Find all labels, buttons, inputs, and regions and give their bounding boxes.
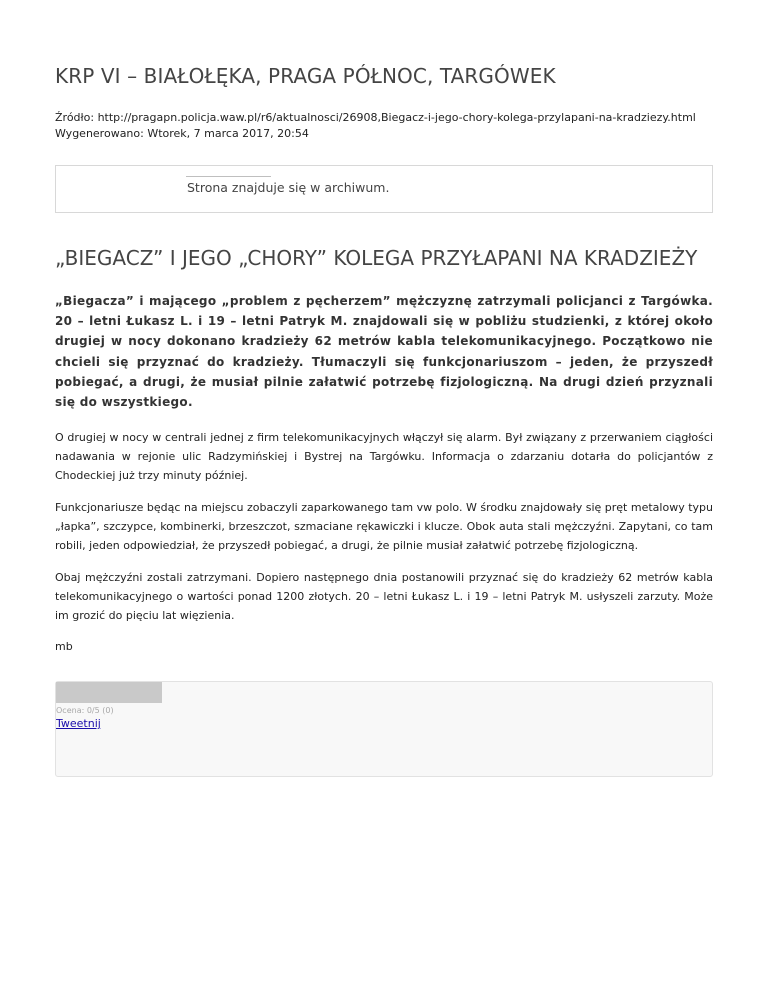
document-meta [55, 110, 713, 142]
archive-divider [186, 176, 271, 177]
rating-panel [55, 681, 713, 777]
source-url-line: Źródło: http://pragapn.policja.waw.pl/r6/aktualnosci/26908,Biegacz-i-jego-chory-kolega-przylapani-na-kradziezy.html [55, 111, 696, 124]
article-paragraph-3: Obaj mężczyźni zostali zatrzymani. Dopiero następnego dnia postanowili przyznać się do kradzieży 62 metrów kabla telekomunikacyjnego o wartości ponad 1200 złotych. 20 – letni Łukasz L. i 19 – letni Patryk M. usłyszeli zarzuty. Może im grozić do pięciu lat więzienia. [55, 571, 713, 623]
generated-date-line: Wygenerowano: Wtorek, 7 marca 2017, 20:54 [55, 127, 309, 140]
article-lead: „Biegacza” i mającego „problem z pęcherzem” mężczyznę zatrzymali policjanci z Targówka. 20 – letni Łukasz L. i 19 – letni Patryk M. znajdowali się w pobliżu studzienki, z której około drugiej w nocy dokonano kradzieży 62 metrów kabla telekomunikacyjnego. Początkowo nie chcieli się przyznać do kradzieży. Tłumaczyli się funkcjonariuszom – jeden, że przyszedł pobiegać, a drugi, że musiał pilnie załatwić potrzebę fizjologiczną. Na drugi dzień przyznali się do wszystkiego. [55, 294, 713, 410]
article-paragraph-1: O drugiej w nocy w centrali jednej z firm telekomunikacyjnych włączył się alarm. Był związany z przerwaniem ciągłości nadawania w rejonie ulic Radzymińskiej i Bystrej na Targówku. Informacja o zdarzaniu dotarła do policjantów z Chodeckiej już trzy minuty później. [55, 431, 713, 483]
rating-label: Ocena: 0/5 (0) [56, 706, 114, 715]
rating-stars-bar[interactable] [56, 682, 162, 703]
article-paragraph-2: Funkcjonariusze będąc na miejscu zobaczyli zaparkowanego tam vw polo. W środku znajdowały się pręt metalowy typu „łapka”, szczypce, kombinerki, brzeszczot, szmaciane rękawiczki i klucze. Obok auta stali mężczyźni. Zapytani, co tam robili, jeden odpowiedział, że przyszedł pobiegać, a drugi, że pilnie musiał załatwić potrzebę fizjologiczną. [55, 501, 713, 553]
article-signature: mb [55, 640, 73, 654]
article-title: „BIEGACZ” I JEGO „CHORY” KOLEGA PRZYŁAPANI NA KRADZIEŻY [55, 246, 698, 270]
page-content [55, 0, 713, 730]
archive-notice-text: Strona znajduje się w archiwum. [187, 180, 390, 195]
archive-notice-box [55, 165, 713, 213]
tweet-link[interactable]: Tweetnij [56, 717, 101, 730]
site-title: KRP VI – BIAŁOŁĘKA, PRAGA PÓŁNOC, TARGÓWEK [55, 64, 556, 88]
